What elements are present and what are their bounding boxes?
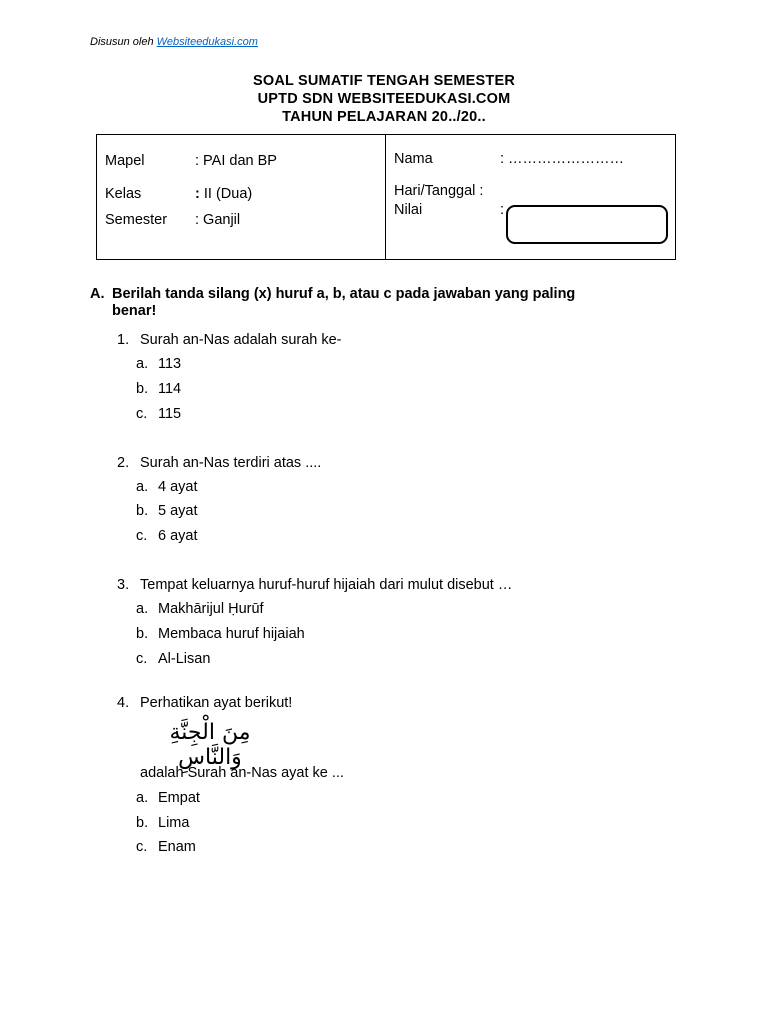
option-3b[interactable] — [136, 626, 305, 642]
title-line-1: SOAL SUMATIF TENGAH SEMESTER — [252, 73, 516, 89]
option-text: 5 ayat — [158, 503, 198, 519]
question-2 — [117, 455, 321, 471]
question-number: 1. — [117, 332, 130, 348]
option-1a[interactable] — [136, 356, 181, 372]
kelas-row — [105, 186, 252, 202]
student-info-table — [96, 134, 676, 260]
option-letter: b. — [136, 626, 149, 642]
nama-row — [394, 151, 624, 167]
question-1 — [117, 332, 342, 348]
option-letter: a. — [136, 601, 149, 617]
question-number: 2. — [117, 455, 130, 471]
option-letter: a. — [136, 356, 149, 372]
section-a-instruction — [90, 286, 690, 320]
option-text: Al-Lisan — [158, 651, 211, 667]
option-letter: a. — [136, 479, 149, 495]
option-3c[interactable] — [136, 651, 210, 667]
title-line-3: TAHUN PELAJARAN 20../20.. — [282, 109, 486, 125]
nama-value[interactable]: : …………………… — [500, 151, 625, 167]
option-text: Lima — [158, 815, 190, 831]
author-note — [90, 36, 258, 48]
option-letter: b. — [136, 815, 149, 831]
option-letter: c. — [136, 528, 148, 544]
mapel-row — [105, 153, 277, 169]
option-text: Membaca huruf hijaiah — [158, 626, 305, 642]
option-4c[interactable] — [136, 839, 196, 855]
arabic-verse: مِنَ الْجِنَّةِ وَالنَّاسِ — [169, 720, 251, 770]
semester-row — [105, 212, 240, 228]
option-text: 4 ayat — [158, 479, 198, 495]
option-2a[interactable] — [136, 479, 198, 495]
nama-label: Nama — [394, 151, 433, 167]
option-text: Makhārijul Ḥurūf — [158, 601, 264, 617]
exam-title — [0, 72, 768, 126]
option-text: 114 — [158, 381, 182, 397]
question-number: 4. — [117, 695, 130, 711]
option-letter: c. — [136, 651, 148, 667]
option-letter: b. — [136, 381, 149, 397]
author-prefix: Disusun oleh — [90, 36, 157, 48]
mapel-value: : PAI dan BP — [195, 153, 277, 169]
kelas-label: Kelas — [105, 186, 142, 202]
author-link[interactable]: Websiteedukasi.com — [156, 36, 258, 48]
question-number: 3. — [117, 577, 130, 593]
question-text: Surah an-Nas adalah surah ke- — [140, 332, 342, 348]
option-text: Empat — [158, 790, 200, 806]
option-text: Enam — [158, 839, 196, 855]
question-text: Surah an-Nas terdiri atas .... — [140, 455, 322, 471]
option-letter: c. — [136, 839, 148, 855]
option-letter: c. — [136, 406, 148, 422]
semester-label: Semester — [105, 212, 168, 228]
hari-tanggal-label: Hari/Tanggal : — [394, 183, 484, 199]
section-letter: A. — [90, 286, 105, 302]
semester-value: : Ganjil — [195, 212, 241, 228]
option-text: 113 — [158, 356, 182, 372]
nilai-colon: : — [500, 202, 505, 218]
option-text: 115 — [158, 406, 182, 422]
option-letter: a. — [136, 790, 149, 806]
nilai-label: Nilai — [394, 202, 423, 218]
instruction-line-2: benar! — [112, 303, 157, 319]
option-2b[interactable] — [136, 503, 198, 519]
option-letter: b. — [136, 503, 149, 519]
kelas-colon: : — [195, 186, 200, 202]
instruction-line-1: Berilah tanda silang (x) huruf a, b, atau c pada jawaban yang paling — [112, 286, 576, 302]
hari-tanggal-row — [394, 183, 483, 199]
option-4a[interactable] — [136, 790, 200, 806]
question-4 — [117, 695, 292, 711]
question-text: Tempat keluarnya huruf-huruf hijaiah dari mulut disebut … — [140, 577, 513, 593]
question-4-followup: adalah Surah an-Nas ayat ke ... — [140, 765, 344, 781]
option-1b[interactable] — [136, 381, 181, 397]
score-box[interactable] — [506, 205, 668, 244]
option-3a[interactable] — [136, 601, 264, 617]
mapel-label: Mapel — [105, 153, 145, 169]
option-4b[interactable] — [136, 815, 189, 831]
info-left-cell — [97, 135, 386, 259]
kelas-value: II (Dua) — [199, 186, 253, 202]
option-1c[interactable] — [136, 406, 181, 422]
nilai-row — [394, 202, 504, 218]
info-right-cell — [386, 135, 675, 259]
title-line-2: UPTD SDN WEBSITEEDUKASI.COM — [257, 91, 511, 107]
question-text: Perhatikan ayat berikut! — [140, 695, 293, 711]
option-2c[interactable] — [136, 528, 198, 544]
option-text: 6 ayat — [158, 528, 198, 544]
question-3 — [117, 577, 512, 593]
